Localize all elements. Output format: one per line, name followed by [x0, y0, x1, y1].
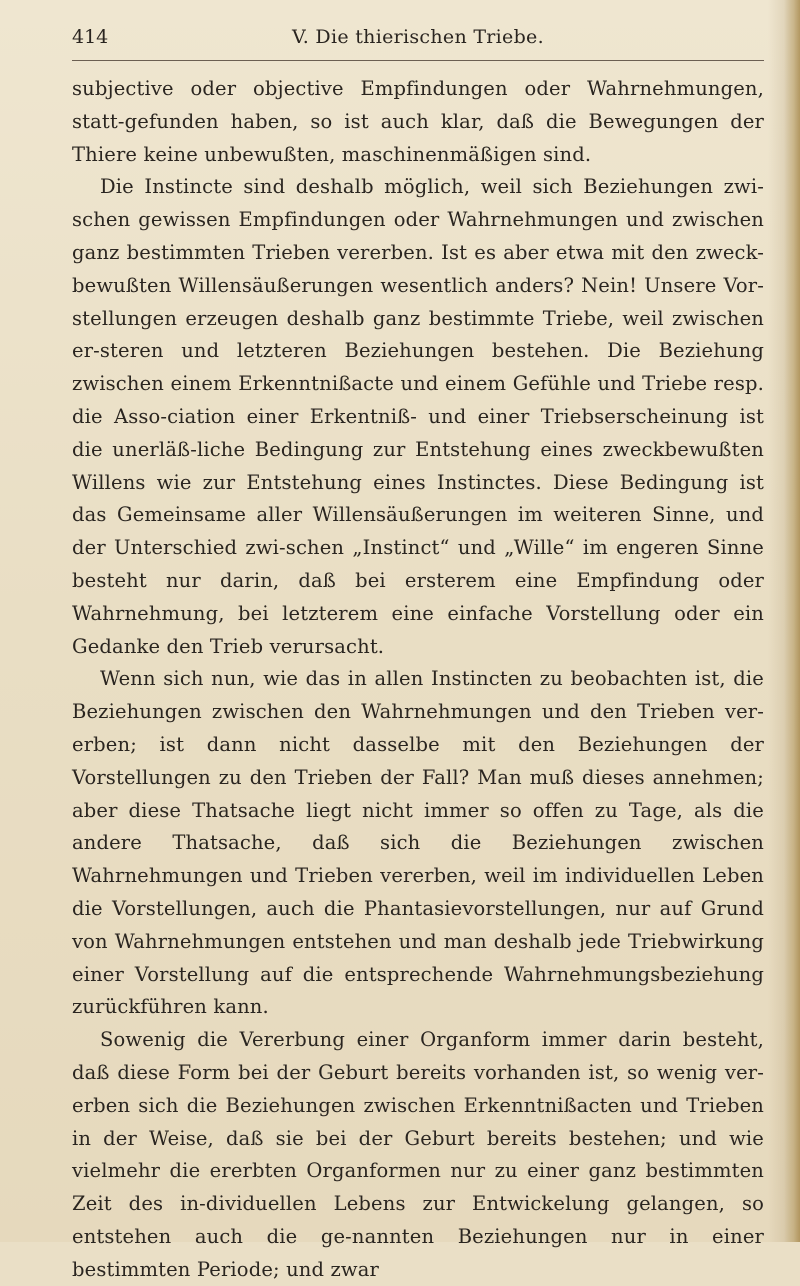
running-head: V. Die thierischen Triebe. [292, 26, 544, 48]
body-text [72, 73, 764, 1286]
page-number: 414 [72, 26, 109, 48]
header-rule [72, 60, 764, 61]
page-edge-shadow [784, 0, 800, 1242]
paragraph-4: Sowenig die Vererbung einer Organform immer darin besteht, daß diese Form bei der Geburt bereits vorhanden ist, so wenig ver-erben sich die Beziehungen zwischen Erkenntnißacten und Trieben in der Weise, daß sie bei der Geburt bereits bestehen; und wie vielmehr die ererbten Organformen nur zu einer ganz bestimmten Zeit des in-dividuellen Lebens zur Entwickelung gelangen, so entstehen auch die ge-nannten Beziehungen nur in einer bestimmten Periode; und zwar [72, 1028, 764, 1281]
paragraph-2: Die Instincte sind deshalb möglich, weil sich Beziehungen zwi-schen gewissen Empfindungen oder Wahrnehmungen und zwischen ganz bestimmten Trieben vererben. Ist es aber etwa mit den zweck-bewußten Willensäußerungen wesentlich anders? Nein! Unsere Vor-stellungen erzeugen deshalb ganz bestimmte Triebe, weil zwischen er-steren und letzteren Beziehungen bestehen. Die Beziehung zwischen einem Erkenntnißacte und einem Gefühle und Triebe resp. die Asso-ciation einer Erkentniß- und einer Triebserscheinung ist die unerläß-liche Bedingung zur Entstehung eines zweckbewußten Willens wie zur Entstehung eines Instinctes. Diese Bedingung ist das Gemeinsame aller Willensäußerungen im weiteren Sinne, und der Unterschied zwi-schen „Instinct“ und „Wille“ im engeren Sinne besteht nur darin, daß bei ersterem eine Empfindung oder Wahrnehmung, bei letzterem eine einfache Vorstellung oder ein Gedanke den Trieb verursacht. [72, 175, 764, 658]
page-header [72, 26, 764, 52]
paragraph-3: Wenn sich nun, wie das in allen Instincten zu beobachten ist, die Beziehungen zwischen den Wahrnehmungen und den Trieben ver-erben; ist dann nicht dasselbe mit den Beziehungen der Vorstellungen zu den Trieben der Fall? Man muß dieses annehmen; aber diese Thatsache liegt nicht immer so offen zu Tage, als die andere Thatsache, daß sich die Beziehungen zwischen Wahrnehmungen und Trieben vererben, weil im individuellen Leben die Vorstellungen, auch die Phantasievorstellungen, nur auf Grund von Wahrnehmungen entstehen und man deshalb jede Triebwirkung einer Vorstellung auf die entsprechende Wahrnehmungsbeziehung zurückführen kann. [72, 667, 764, 1019]
paragraph-1: subjective oder objective Empfindungen oder Wahrnehmungen, statt-gefunden haben, so ist auch klar, daß die Bewegungen der Thiere keine unbewußten, maschinenmäßigen sind. [72, 77, 764, 166]
